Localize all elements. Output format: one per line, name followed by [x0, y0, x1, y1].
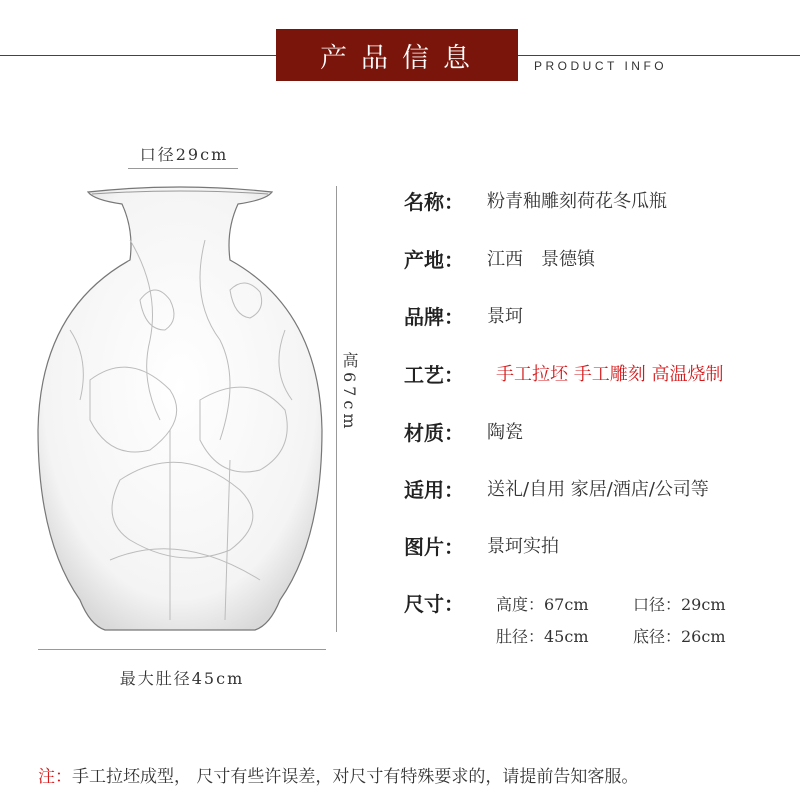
spec-label: 尺寸： — [404, 592, 464, 616]
footer-note — [38, 762, 638, 787]
spec-label: 工艺： — [404, 363, 464, 387]
spec-label: 适用： — [404, 478, 464, 502]
size-mouth: 口径：29cm — [633, 595, 726, 614]
size-belly: 肚径：45cm — [496, 627, 589, 646]
spec-row-usage — [0, 474, 800, 504]
section-subtitle: PRODUCT INFO — [534, 59, 668, 73]
spec-label: 名称： — [404, 190, 464, 214]
spec-value: 景珂实拍 — [487, 536, 559, 557]
spec-row-material — [0, 417, 800, 447]
spec-value: 送礼/自用 家居/酒店/公司等 — [487, 479, 709, 500]
belly-diameter-label: 最大肚径45cm — [119, 669, 245, 688]
spec-label: 图片： — [404, 535, 464, 559]
spec-row-photo — [0, 531, 800, 561]
spec-row-name — [0, 186, 800, 216]
spec-row-brand — [0, 301, 800, 331]
size-base: 底径：26cm — [633, 627, 726, 646]
spec-value: 陶瓷 — [487, 422, 523, 443]
spec-label: 材质： — [404, 421, 464, 445]
height-label: 高67cm — [340, 352, 359, 433]
spec-row-craft — [0, 359, 800, 389]
spec-value-craft: 手工拉坯 手工雕刻 高温烧制 — [496, 364, 724, 385]
mouth-diameter-label: 口径29cm — [139, 145, 229, 164]
spec-value: 江西 景德镇 — [487, 249, 595, 270]
spec-value: 粉青釉雕刻荷花冬瓜瓶 — [487, 191, 667, 212]
note-text: 手工拉坯成型， 尺寸有些许误差，对尺寸有特殊要求的，请提前告知客服。 — [72, 767, 639, 787]
spec-row-origin — [0, 244, 800, 274]
section-title: 产品信息 — [276, 29, 518, 81]
note-prefix: 注： — [38, 767, 72, 787]
spec-label: 品牌： — [404, 305, 464, 329]
belly-dimension-line — [38, 649, 326, 650]
spec-label: 产地： — [404, 248, 464, 272]
spec-value: 景珂 — [487, 306, 523, 327]
mouth-dimension-line — [128, 168, 238, 169]
size-height: 高度：67cm — [496, 595, 589, 614]
